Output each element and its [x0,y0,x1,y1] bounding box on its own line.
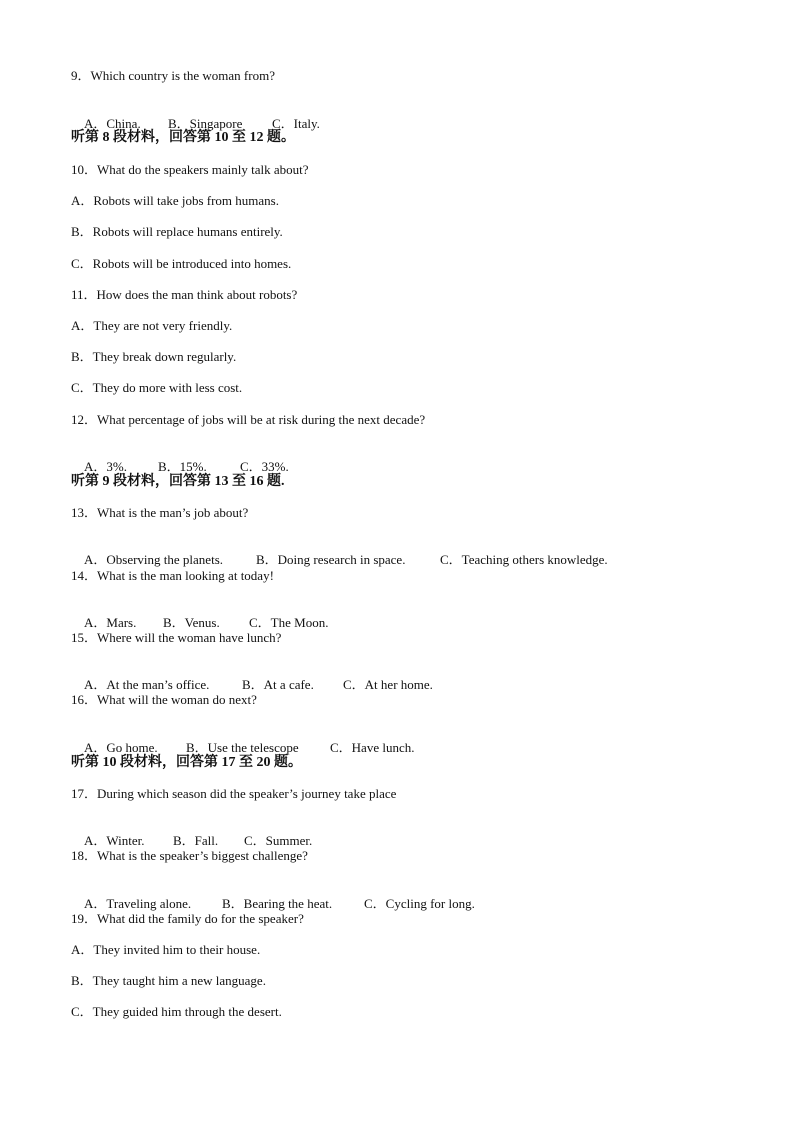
question-10: 10．What do the speakers mainly talk about? [71,162,309,177]
option-b: B．Use the telescope [186,740,299,755]
option-10-a: A．Robots will take jobs from humans. [71,193,279,208]
question-12: 12．What percentage of jobs will be at risk during the next decade? [71,412,426,427]
question-19: 19．What did the family do for the speaker? [71,911,304,926]
option-c: C．Summer. [244,833,313,848]
option-a: A．Traveling alone. [84,896,192,911]
question-14: 14．What is the man looking at today! [71,568,274,583]
option-a: A．China. [84,116,141,131]
option-a: A．Observing the planets. [84,552,224,567]
option-a: A．Mars. [84,615,137,630]
option-b: B．15%. [158,459,207,474]
section-heading-9: 听第 9 段材料，回答第 13 至 16 题. [71,474,285,489]
question-13: 13．What is the man’s job about? [71,505,249,520]
question-17: 17．During which season did the speaker’s journey take place [71,786,397,801]
option-b: B．Singapore [168,116,243,131]
option-19-c: C．They guided him through the desert. [71,1004,282,1019]
question-9: 9．Which country is the woman from? [71,68,275,83]
option-b: B．At a cafe. [242,677,314,692]
question-11: 11．How does the man think about robots? [71,287,298,302]
question-16: 16．What will the woman do next? [71,692,257,707]
option-10-c: C．Robots will be introduced into homes. [71,256,292,271]
option-10-b: B．Robots will replace humans entirely. [71,224,283,239]
option-a: A．Winter. [84,833,145,848]
option-c: C．Teaching others knowledge. [440,552,608,567]
section-heading-8: 听第 8 段材料，回答第 10 至 12 题。 [71,130,295,145]
option-b: B．Venus. [163,615,220,630]
option-b: B．Bearing the heat. [222,896,333,911]
option-11-b: B．They break down regularly. [71,349,237,364]
option-11-c: C．They do more with less cost. [71,380,243,395]
option-b: B．Fall. [173,833,219,848]
option-c: C．Cycling for long. [364,896,475,911]
option-a: A．At the man’s office. [84,677,210,692]
question-18: 18．What is the speaker’s biggest challenge? [71,848,308,863]
option-c: C．Italy. [272,116,320,131]
option-c: C．Have lunch. [330,740,415,755]
section-heading-10: 听第 10 段材料，回答第 17 至 20 题。 [71,755,302,770]
option-19-b: B．They taught him a new language. [71,973,266,988]
option-c: C．33%. [240,459,289,474]
option-19-a: A．They invited him to their house. [71,942,261,957]
question-15: 15．Where will the woman have lunch? [71,630,282,645]
option-a: A．Go home. [84,740,158,755]
option-c: C．At her home. [343,677,433,692]
option-c: C．The Moon. [249,615,329,630]
option-11-a: A．They are not very friendly. [71,318,233,333]
option-b: B．Doing research in space. [256,552,406,567]
option-a: A．3%. [84,459,127,474]
